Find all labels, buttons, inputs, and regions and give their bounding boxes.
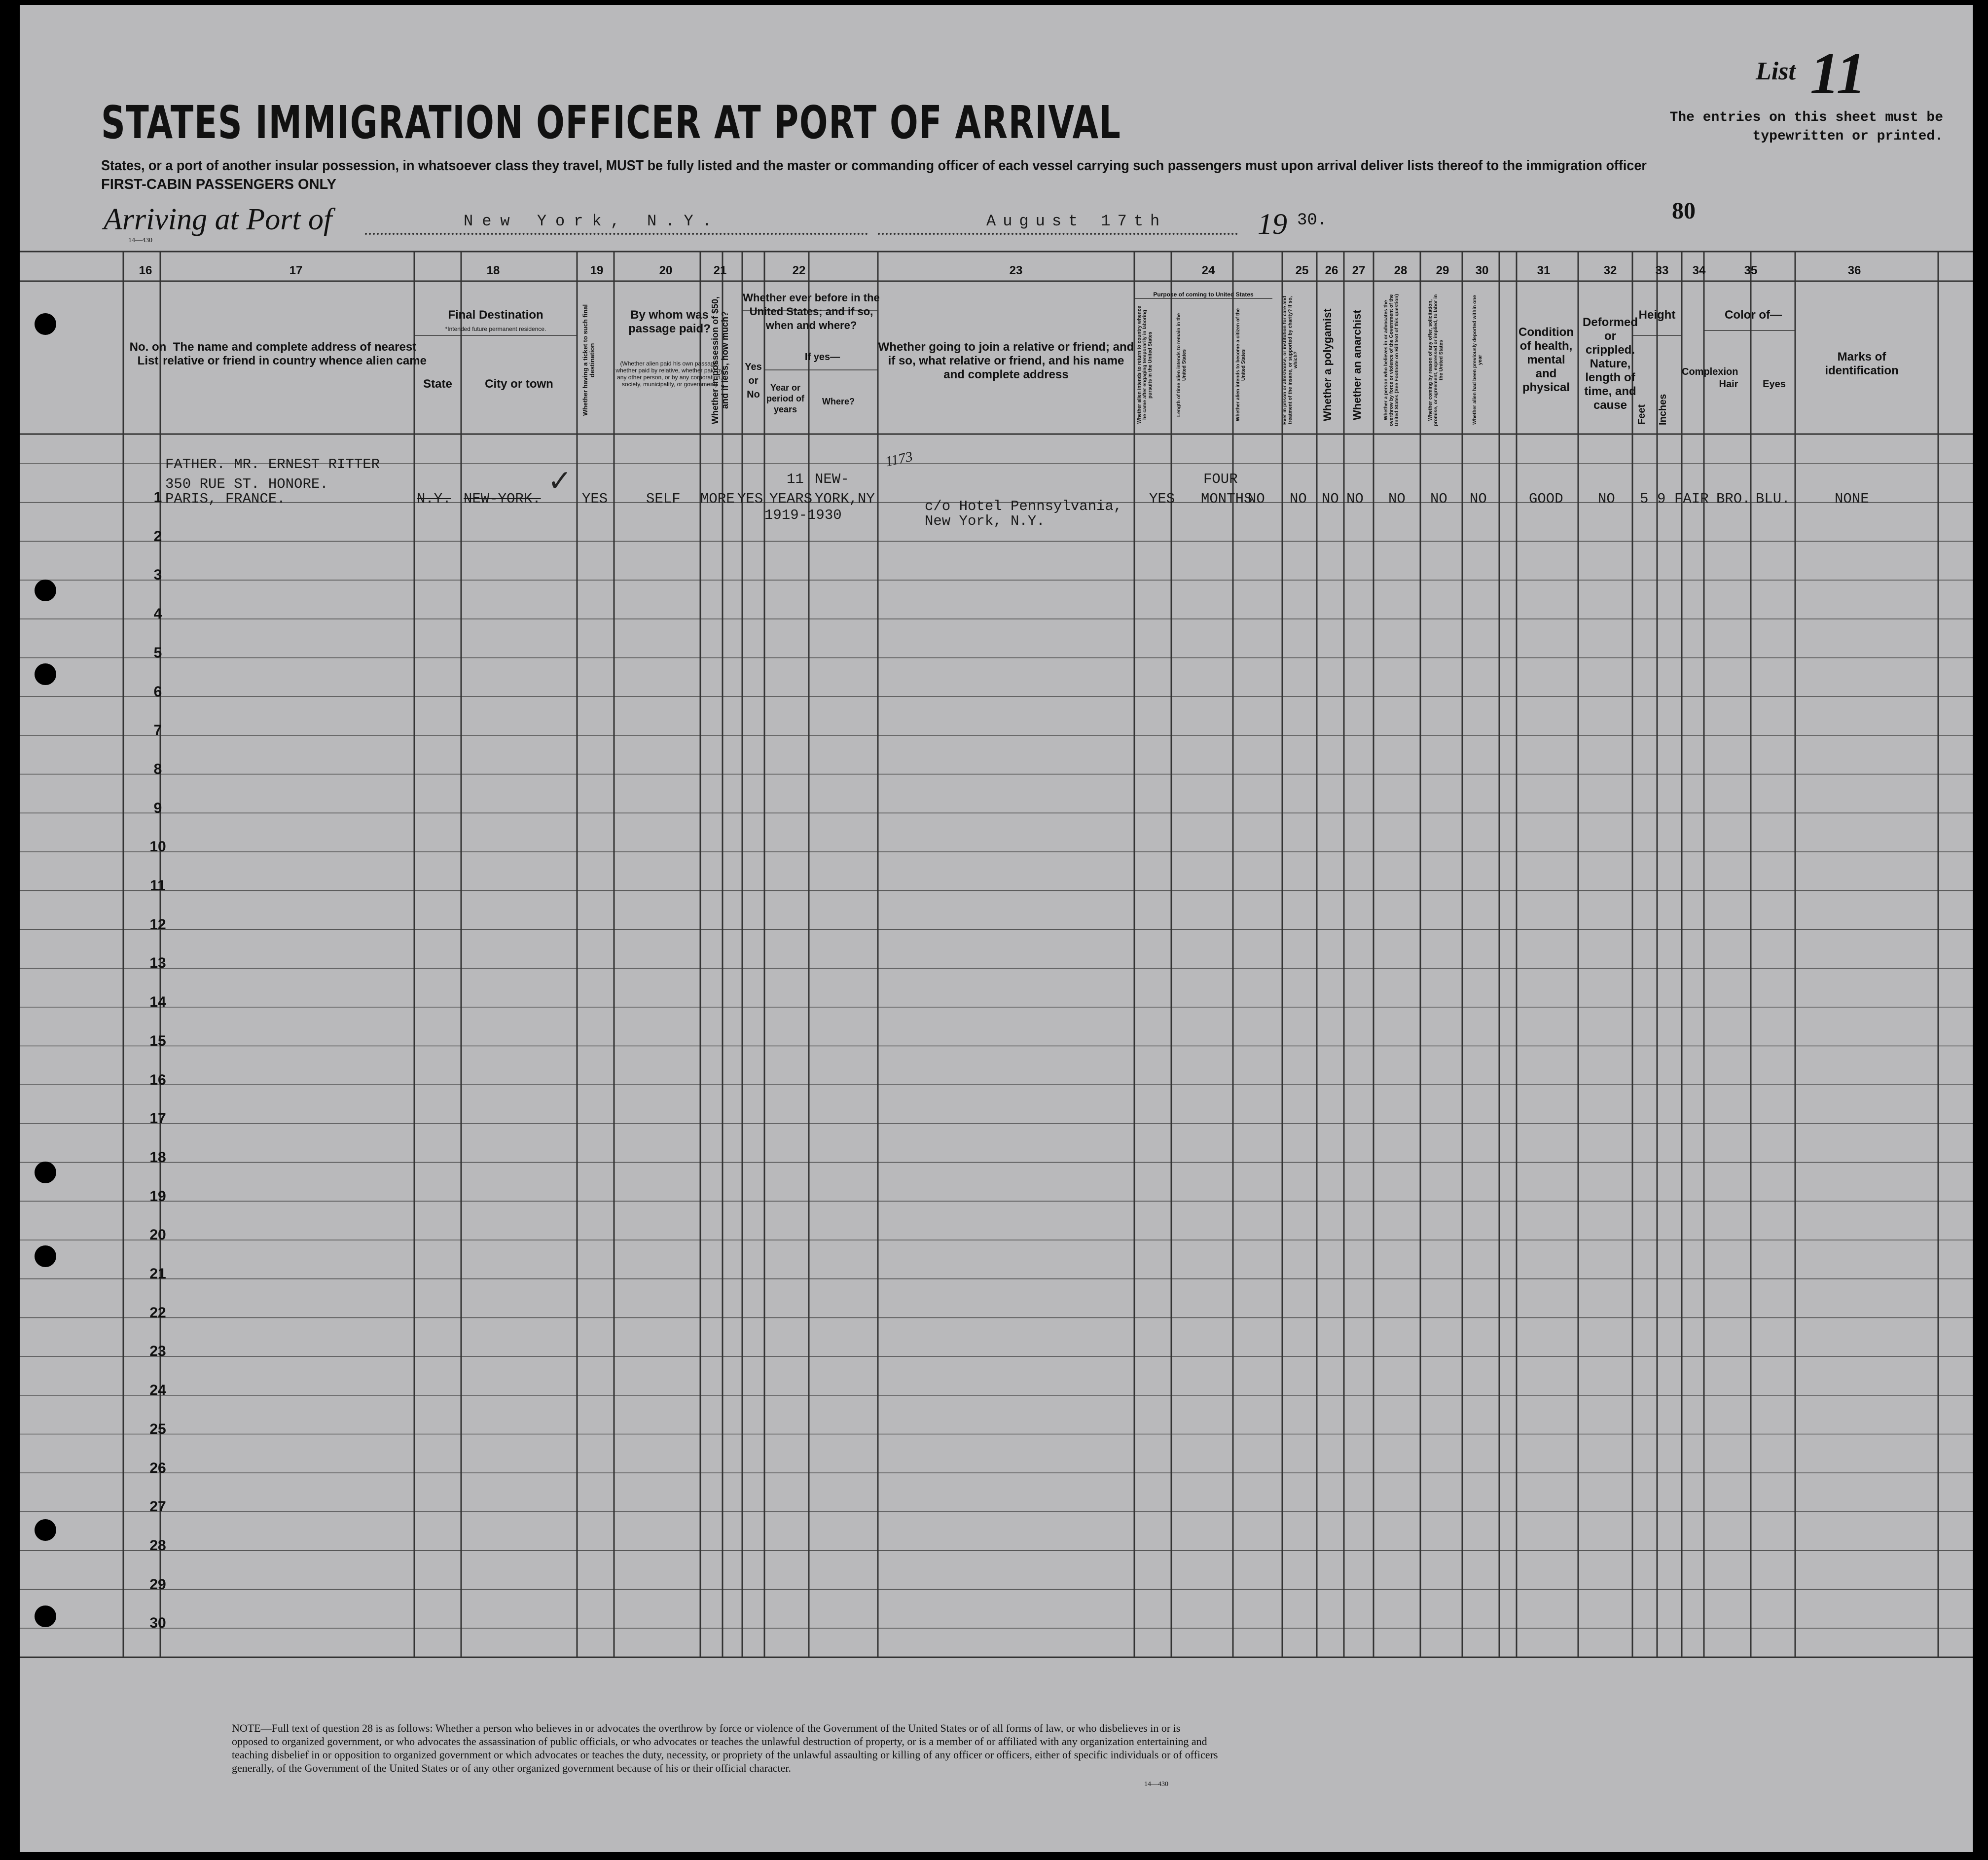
header-overthrow: Whether a person who believes in or advocates the overthrow by force or violence of the Government of the United States (See Footnote on Bill text of this question) — [1383, 294, 1400, 426]
col-num-16: 16 — [139, 264, 152, 277]
inches-value: 9 — [1657, 491, 1666, 507]
header-hair: Hair — [1719, 379, 1738, 390]
row-number: 18 — [149, 1149, 166, 1166]
table-grid — [20, 5, 1973, 1852]
row-number: 19 — [149, 1188, 166, 1204]
col-num-33: 33 — [1655, 264, 1669, 277]
punch-hole — [35, 1245, 56, 1267]
header-feet: Feet — [1636, 404, 1647, 425]
header-citizen: Whether alien intends to become a citizen of the United States — [1235, 308, 1246, 422]
col-num-31: 31 — [1537, 264, 1551, 277]
header-eyes: Eyes — [1763, 379, 1786, 390]
manifest-sheet — [20, 5, 1973, 1852]
punch-hole — [35, 1519, 56, 1541]
footnote: NOTE—Full text of question 28 is as follows: Whether a person who believes in or advocates the overthrow by force or violence of the Government of the United States or of all forms of law, or who disbelieves in or is opposed to organized government, or who advocates the assassination of public officials, or who advocates or teaches the unlawful destruction of property, or is a member of or affiliated with any organization entertaining and teaching disbelief in or opposition to organized government or which advocates or teaches the duty, necessity, or propriety of the unlawful assaulting or killing of any officer or officers, either of specific individuals or of officers generally, of the Government of the United States or of any other organized government because of his or their official character. — [232, 1722, 1218, 1774]
list-number: 11 — [1810, 40, 1866, 106]
header-anarchist: Whether an anarchist — [1351, 310, 1363, 420]
col-num-26: 26 — [1325, 264, 1338, 277]
row-number: 14 — [149, 994, 166, 1011]
relative-line-1: FATHER. MR. ERNEST RITTER — [165, 456, 380, 473]
date-value: August 17th — [986, 212, 1167, 230]
where-line-1: NEW- — [815, 471, 849, 487]
row-number: 12 — [149, 916, 166, 933]
ticket-value: YES — [582, 491, 608, 507]
form-code-top: 14—430 — [128, 237, 152, 244]
header-year: Year or period of years — [766, 383, 804, 414]
years-line-3: 1919-1930 — [764, 507, 842, 523]
col-num-23: 23 — [1009, 264, 1023, 277]
row-number: 24 — [149, 1382, 166, 1399]
where-line-2: YORK,NY — [815, 491, 875, 507]
col-num-32: 32 — [1603, 264, 1617, 277]
header-state: State — [423, 377, 452, 391]
header-money: Whether in possession of $50, and if less, how much? — [710, 296, 730, 424]
header-yes-no: Yes or No — [745, 362, 762, 400]
header-ticket: Whether having a ticket to such final destination — [581, 304, 596, 416]
row-number: 26 — [149, 1459, 166, 1476]
page-title: STATES IMMIGRATION OFFICER AT PORT OF ARRIVAL — [101, 96, 1121, 149]
join-line-1: c/o Hotel Pennsylvania, — [925, 498, 1122, 514]
header-no-on-list: No. on List — [129, 340, 167, 367]
row-number: 25 — [149, 1421, 166, 1437]
row-number: 20 — [149, 1227, 166, 1243]
header-height: Height — [1638, 308, 1676, 322]
row-number: 22 — [149, 1304, 166, 1321]
paid-by-value: SELF — [646, 491, 681, 507]
before-us-value: YES — [737, 491, 763, 507]
header-where: Where? — [822, 397, 855, 406]
header-if-yes: If yes— — [804, 352, 840, 363]
first-cabin-label: FIRST-CABIN PASSENGERS ONLY — [101, 177, 336, 192]
row-number: 27 — [149, 1498, 166, 1515]
header-health: Condition of health, mental and physical — [1518, 326, 1574, 394]
row-number: 5 — [153, 644, 162, 661]
row-number: 7 — [153, 722, 162, 739]
col-num-18: 18 — [486, 264, 500, 277]
row-number: 15 — [149, 1032, 166, 1049]
return-value: YES — [1149, 491, 1175, 507]
header-before-us: Whether ever before in the United States; and if so, when and where? — [743, 292, 880, 331]
deformed-value: NO — [1598, 491, 1615, 507]
polygamist-value: NO — [1322, 491, 1339, 507]
header-passage-paid-note: (Whether alien paid his own passage, whether paid by relative, whether paid by any other person, or by any corporation, society, municipality, or government) — [615, 360, 723, 388]
port-value: New York, N.Y. — [464, 212, 721, 230]
handwritten-mark: 1173 — [884, 448, 914, 470]
punch-hole — [35, 663, 56, 685]
relative-line-3: PARIS, FRANCE. — [165, 491, 286, 507]
year-prefix: 19 — [1258, 208, 1287, 240]
row-number: 8 — [153, 761, 162, 777]
header-purpose: Purpose of coming to United States — [1153, 291, 1254, 298]
state-value: N.Y. — [417, 491, 451, 507]
header-city: City or town — [485, 377, 553, 391]
hair-value: BRO. — [1716, 491, 1751, 507]
row-number: 17 — [149, 1110, 166, 1127]
row-number: 21 — [149, 1266, 166, 1282]
col-num-21: 21 — [713, 264, 727, 277]
instruction-text: States, or a port of another insular possession, in whatsoever class they travel, MUST be fully listed and the master or commanding officer of each vessel carrying such passengers must upon arrival deliver lists thereof to the immigration officer — [101, 158, 1647, 174]
col-num-22: 22 — [792, 264, 806, 277]
year-suffix: 30. — [1297, 211, 1328, 230]
row-number: 2 — [153, 528, 162, 545]
col-num-36: 36 — [1847, 264, 1861, 277]
header-final-destination: Final Destination — [448, 308, 543, 322]
col-num-34: 34 — [1692, 264, 1706, 277]
row-number: 9 — [153, 800, 162, 816]
header-inches: Inches — [1658, 394, 1668, 425]
header-relative: The name and complete address of nearest relative or friend in country whence alien came — [163, 340, 427, 367]
col-num-29: 29 — [1436, 264, 1449, 277]
row-number: 1 — [153, 489, 162, 506]
port-dotted-line — [365, 233, 868, 235]
marks-value: NONE — [1835, 491, 1869, 507]
header-marks: Marks of identification — [1825, 350, 1899, 377]
anarchist-value: NO — [1346, 491, 1364, 507]
check-mark-icon: ✓ — [547, 464, 573, 497]
header-return: Whether alien intends to return to country whence he came after engaging temporarily in laboring pursuits in the United States — [1137, 306, 1153, 424]
row-number: 10 — [149, 839, 166, 855]
row-number: 29 — [149, 1576, 166, 1593]
header-final-destination-note: *Intended future permanent residence. — [445, 326, 546, 332]
header-join: Whether going to join a relative or friend; and if so, what relative or friend, and his name and complete address — [878, 340, 1134, 381]
col-num-25: 25 — [1295, 264, 1309, 277]
col-num-20: 20 — [659, 264, 673, 277]
row-number: 4 — [153, 606, 162, 622]
header-complexion: Complexion — [1682, 366, 1738, 377]
row-number: 16 — [149, 1071, 166, 1088]
sheet-note: The entries on this sheet must be typewritten or printed. — [1669, 110, 1943, 144]
page-mark: 80 — [1672, 198, 1696, 224]
years-line-1: 11 — [787, 471, 804, 487]
list-label: List — [1756, 57, 1796, 85]
join-line-2: New York, N.Y. — [925, 513, 1045, 529]
health-value: GOOD — [1529, 491, 1563, 507]
header-color-of: Color of— — [1725, 308, 1782, 322]
complexion-value: FAIR — [1674, 491, 1709, 507]
header-deported: Whether alien had been previously deported within one year — [1472, 295, 1483, 425]
length-line-1: FOUR — [1203, 471, 1238, 487]
row-number: 23 — [149, 1343, 166, 1360]
arriving-label: Arriving at Port of — [104, 203, 332, 236]
length-line-2: MONTHS — [1201, 491, 1253, 507]
header-prison: Ever in prison or almshouse, or institution for care and treatment of the insane, or supported by charity? If so, which? — [1282, 295, 1299, 425]
row-number: 28 — [149, 1537, 166, 1554]
prison-value: NO — [1290, 491, 1307, 507]
form-code-bottom: 14—430 — [1144, 1781, 1168, 1788]
row-number: 11 — [150, 877, 166, 894]
relative-line-2: 350 RUE ST. HONORE. — [165, 476, 328, 492]
col-num-27: 27 — [1352, 264, 1366, 277]
feet-value: 5 — [1640, 491, 1649, 507]
date-dotted-line — [878, 233, 1238, 235]
money-value: MORE — [700, 491, 735, 507]
header-labor-offer: Whether coming by reason of any offer, solicitation, promise, or agreement, expressed or implied, to labor in the United States — [1428, 294, 1444, 426]
col-num-19: 19 — [590, 264, 604, 277]
col-num-30: 30 — [1475, 264, 1489, 277]
col-num-24: 24 — [1201, 264, 1215, 277]
col-num-28: 28 — [1394, 264, 1408, 277]
header-deformed: Deformed or crippled. Nature, length of time, and cause — [1582, 316, 1638, 412]
punch-hole — [35, 1162, 56, 1183]
header-passage-paid: By whom was passage paid? — [628, 308, 711, 335]
header-polygamist: Whether a polygamist — [1321, 308, 1334, 422]
overthrow-value: NO — [1388, 491, 1406, 507]
labor-offer-value: NO — [1430, 491, 1447, 507]
row-number: 6 — [153, 683, 162, 700]
header-length: Length of time alien intends to remain in the United States — [1176, 313, 1187, 417]
deported-value: NO — [1470, 491, 1487, 507]
years-line-2: YEARS — [769, 491, 813, 507]
punch-hole — [35, 580, 56, 601]
eyes-value: BLU. — [1756, 491, 1790, 507]
col-num-35: 35 — [1744, 264, 1758, 277]
col-num-17: 17 — [289, 264, 303, 277]
city-value: NEW-YORK. — [464, 491, 541, 507]
row-number: 30 — [149, 1615, 166, 1632]
punch-hole — [35, 313, 56, 335]
punch-hole — [35, 1605, 56, 1627]
row-number: 13 — [149, 955, 166, 972]
citizen-value: NO — [1248, 491, 1265, 507]
row-number: 3 — [153, 567, 162, 584]
